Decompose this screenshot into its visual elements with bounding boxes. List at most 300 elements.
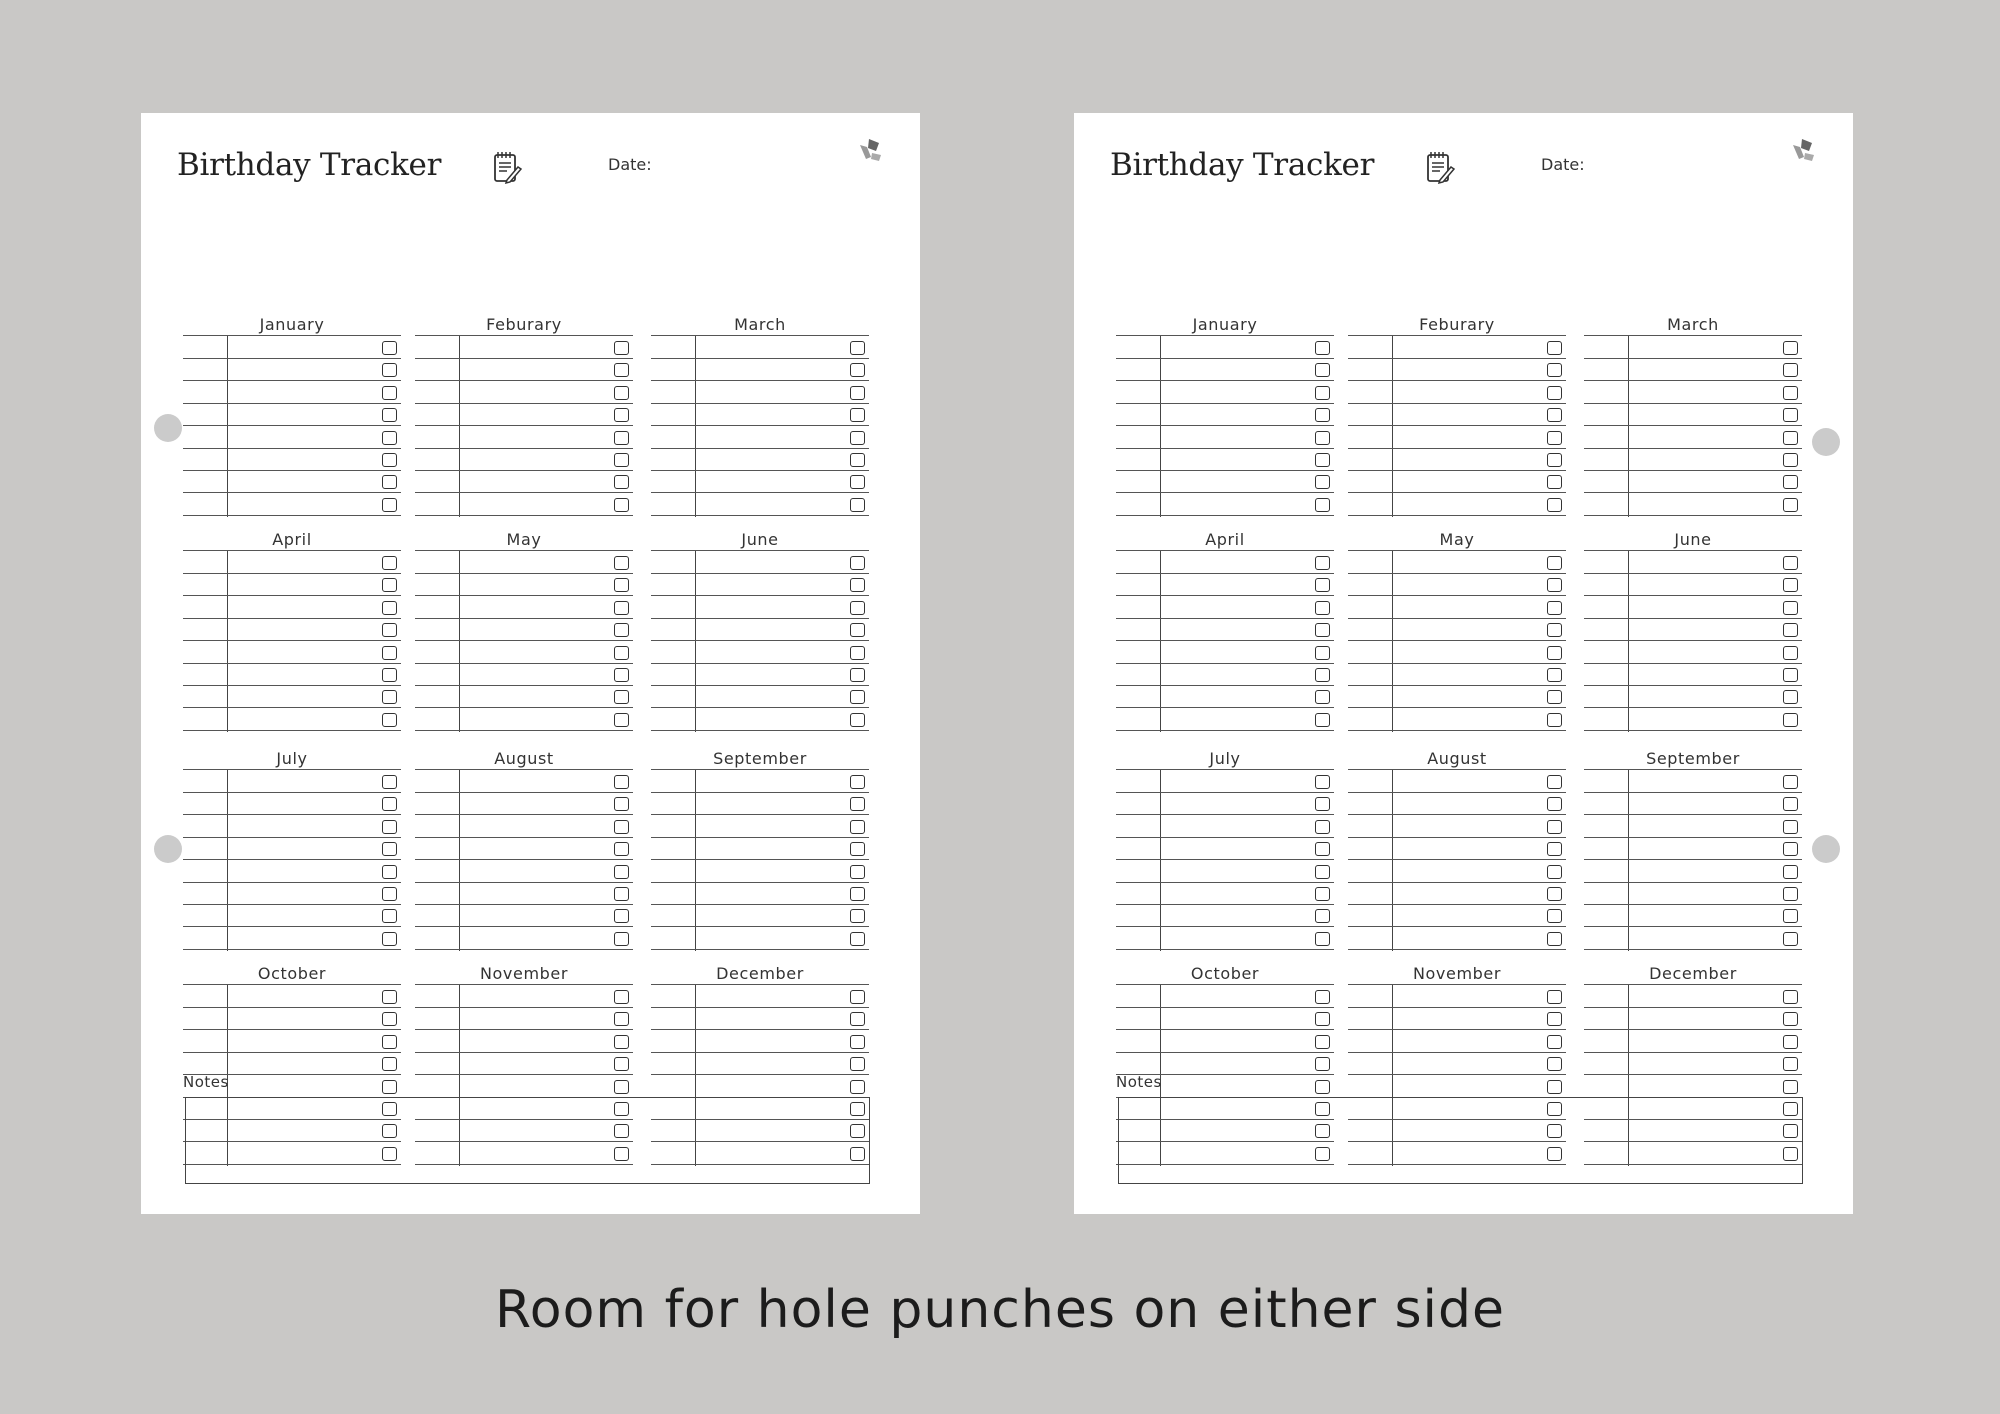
birthday-checkbox[interactable] [1315,713,1330,727]
birthday-row[interactable] [415,708,633,731]
birthday-checkbox[interactable] [850,842,865,856]
birthday-row[interactable] [183,837,401,860]
birthday-row[interactable] [651,860,869,883]
birthday-row[interactable] [415,815,633,838]
birthday-checkbox[interactable] [1783,690,1798,704]
birthday-row[interactable] [1584,815,1802,838]
birthday-checkbox[interactable] [1783,1057,1798,1071]
birthday-row[interactable] [415,1052,633,1075]
birthday-checkbox[interactable] [1315,820,1330,834]
birthday-row[interactable] [1116,618,1334,641]
birthday-row[interactable] [1348,1075,1566,1098]
birthday-row[interactable] [1116,927,1334,950]
birthday-checkbox[interactable] [1783,775,1798,789]
birthday-row[interactable] [415,573,633,596]
birthday-row[interactable] [1116,551,1334,574]
birthday-row[interactable] [183,426,401,449]
birthday-row[interactable] [415,551,633,574]
birthday-checkbox[interactable] [614,932,629,946]
birthday-checkbox[interactable] [1783,453,1798,467]
birthday-checkbox[interactable] [382,475,397,489]
birthday-row[interactable] [415,448,633,471]
birthday-checkbox[interactable] [1547,475,1562,489]
birthday-row[interactable] [1348,837,1566,860]
birthday-checkbox[interactable] [850,386,865,400]
birthday-checkbox[interactable] [382,668,397,682]
birthday-row[interactable] [1348,596,1566,619]
birthday-checkbox[interactable] [850,1012,865,1026]
birthday-row[interactable] [1348,573,1566,596]
birthday-checkbox[interactable] [1547,775,1562,789]
birthday-row[interactable] [415,1030,633,1053]
birthday-checkbox[interactable] [1547,797,1562,811]
birthday-checkbox[interactable] [614,668,629,682]
birthday-checkbox[interactable] [1547,453,1562,467]
birthday-checkbox[interactable] [1783,498,1798,512]
birthday-row[interactable] [1584,770,1802,793]
birthday-checkbox[interactable] [614,341,629,355]
birthday-checkbox[interactable] [382,498,397,512]
birthday-row[interactable] [1348,358,1566,381]
birthday-checkbox[interactable] [1783,932,1798,946]
birthday-row[interactable] [651,381,869,404]
birthday-row[interactable] [651,882,869,905]
birthday-row[interactable] [183,618,401,641]
birthday-row[interactable] [1584,470,1802,493]
birthday-checkbox[interactable] [850,601,865,615]
birthday-checkbox[interactable] [1547,887,1562,901]
birthday-checkbox[interactable] [382,578,397,592]
birthday-checkbox[interactable] [1547,820,1562,834]
birthday-checkbox[interactable] [1315,408,1330,422]
birthday-checkbox[interactable] [614,713,629,727]
birthday-checkbox[interactable] [1315,1035,1330,1049]
birthday-checkbox[interactable] [1315,775,1330,789]
birthday-row[interactable] [1584,1030,1802,1053]
birthday-row[interactable] [1348,551,1566,574]
birthday-row[interactable] [1116,470,1334,493]
birthday-checkbox[interactable] [382,431,397,445]
birthday-row[interactable] [415,336,633,359]
birthday-checkbox[interactable] [1315,1012,1330,1026]
birthday-row[interactable] [1116,596,1334,619]
birthday-row[interactable] [183,685,401,708]
birthday-checkbox[interactable] [1315,578,1330,592]
birthday-row[interactable] [1348,815,1566,838]
birthday-row[interactable] [1584,1007,1802,1030]
birthday-row[interactable] [183,770,401,793]
birthday-checkbox[interactable] [382,932,397,946]
birthday-checkbox[interactable] [1315,932,1330,946]
birthday-checkbox[interactable] [614,578,629,592]
birthday-checkbox[interactable] [382,341,397,355]
birthday-row[interactable] [1584,663,1802,686]
birthday-row[interactable] [1348,403,1566,426]
birthday-checkbox[interactable] [614,386,629,400]
birthday-checkbox[interactable] [1547,990,1562,1004]
birthday-row[interactable] [183,641,401,664]
birthday-row[interactable] [1348,1052,1566,1075]
birthday-checkbox[interactable] [614,865,629,879]
birthday-row[interactable] [651,596,869,619]
birthday-checkbox[interactable] [1547,431,1562,445]
birthday-row[interactable] [1348,336,1566,359]
notes-box[interactable] [185,1097,870,1184]
birthday-checkbox[interactable] [1315,453,1330,467]
birthday-row[interactable] [183,792,401,815]
birthday-row[interactable] [1348,927,1566,950]
birthday-checkbox[interactable] [614,1080,629,1094]
birthday-row[interactable] [183,882,401,905]
birthday-row[interactable] [183,815,401,838]
birthday-row[interactable] [183,448,401,471]
birthday-row[interactable] [183,336,401,359]
birthday-checkbox[interactable] [614,453,629,467]
birthday-checkbox[interactable] [1547,556,1562,570]
birthday-row[interactable] [1348,426,1566,449]
birthday-row[interactable] [1584,1052,1802,1075]
birthday-checkbox[interactable] [382,556,397,570]
birthday-checkbox[interactable] [614,1012,629,1026]
birthday-checkbox[interactable] [850,690,865,704]
birthday-row[interactable] [651,904,869,927]
birthday-checkbox[interactable] [1315,909,1330,923]
birthday-checkbox[interactable] [1547,1057,1562,1071]
birthday-row[interactable] [1584,837,1802,860]
birthday-checkbox[interactable] [1315,363,1330,377]
birthday-row[interactable] [1584,403,1802,426]
birthday-row[interactable] [1348,493,1566,516]
birthday-row[interactable] [1584,493,1802,516]
birthday-row[interactable] [415,596,633,619]
birthday-checkbox[interactable] [850,909,865,923]
birthday-row[interactable] [1116,1030,1334,1053]
birthday-checkbox[interactable] [1547,932,1562,946]
birthday-row[interactable] [1584,336,1802,359]
birthday-checkbox[interactable] [1547,623,1562,637]
birthday-checkbox[interactable] [382,408,397,422]
birthday-checkbox[interactable] [1783,431,1798,445]
birthday-checkbox[interactable] [1315,498,1330,512]
birthday-row[interactable] [1584,685,1802,708]
birthday-checkbox[interactable] [1783,1035,1798,1049]
birthday-row[interactable] [1116,663,1334,686]
birthday-row[interactable] [651,837,869,860]
birthday-checkbox[interactable] [382,453,397,467]
birthday-row[interactable] [1348,1030,1566,1053]
birthday-row[interactable] [1584,551,1802,574]
birthday-checkbox[interactable] [382,990,397,1004]
birthday-row[interactable] [1116,770,1334,793]
birthday-row[interactable] [1348,381,1566,404]
birthday-row[interactable] [1584,448,1802,471]
birthday-checkbox[interactable] [1783,646,1798,660]
birthday-row[interactable] [1348,641,1566,664]
birthday-checkbox[interactable] [850,578,865,592]
birthday-row[interactable] [651,792,869,815]
notes-box[interactable] [1118,1097,1803,1184]
birthday-row[interactable] [1584,708,1802,731]
birthday-checkbox[interactable] [1783,1012,1798,1026]
birthday-checkbox[interactable] [850,475,865,489]
birthday-row[interactable] [1116,815,1334,838]
birthday-checkbox[interactable] [850,1080,865,1094]
birthday-row[interactable] [1116,860,1334,883]
birthday-checkbox[interactable] [382,1057,397,1071]
birthday-checkbox[interactable] [1783,623,1798,637]
birthday-checkbox[interactable] [1315,842,1330,856]
birthday-row[interactable] [1116,493,1334,516]
birthday-row[interactable] [183,1030,401,1053]
birthday-row[interactable] [183,551,401,574]
birthday-row[interactable] [1348,985,1566,1008]
birthday-checkbox[interactable] [850,775,865,789]
birthday-checkbox[interactable] [1783,887,1798,901]
birthday-row[interactable] [183,596,401,619]
birthday-checkbox[interactable] [850,556,865,570]
birthday-row[interactable] [183,904,401,927]
birthday-checkbox[interactable] [382,865,397,879]
birthday-checkbox[interactable] [1547,1035,1562,1049]
birthday-checkbox[interactable] [1783,990,1798,1004]
birthday-checkbox[interactable] [850,363,865,377]
birthday-row[interactable] [1116,985,1334,1008]
birthday-row[interactable] [415,927,633,950]
birthday-row[interactable] [1584,641,1802,664]
birthday-row[interactable] [1348,860,1566,883]
birthday-row[interactable] [1584,792,1802,815]
birthday-row[interactable] [415,882,633,905]
birthday-checkbox[interactable] [614,556,629,570]
birthday-row[interactable] [651,403,869,426]
birthday-checkbox[interactable] [1783,341,1798,355]
birthday-checkbox[interactable] [1783,820,1798,834]
birthday-row[interactable] [651,358,869,381]
birthday-checkbox[interactable] [1547,578,1562,592]
birthday-checkbox[interactable] [382,386,397,400]
birthday-row[interactable] [651,573,869,596]
birthday-checkbox[interactable] [614,646,629,660]
birthday-checkbox[interactable] [614,690,629,704]
birthday-row[interactable] [1584,426,1802,449]
birthday-row[interactable] [183,1052,401,1075]
birthday-row[interactable] [415,770,633,793]
birthday-checkbox[interactable] [614,363,629,377]
birthday-row[interactable] [183,470,401,493]
birthday-checkbox[interactable] [614,475,629,489]
birthday-checkbox[interactable] [382,1035,397,1049]
birthday-row[interactable] [1348,618,1566,641]
birthday-row[interactable] [1348,448,1566,471]
birthday-row[interactable] [1348,770,1566,793]
birthday-row[interactable] [415,904,633,927]
birthday-row[interactable] [1584,573,1802,596]
birthday-checkbox[interactable] [1547,713,1562,727]
birthday-checkbox[interactable] [1547,865,1562,879]
birthday-checkbox[interactable] [1547,363,1562,377]
birthday-row[interactable] [183,985,401,1008]
birthday-row[interactable] [415,1007,633,1030]
birthday-checkbox[interactable] [382,1080,397,1094]
birthday-checkbox[interactable] [614,1057,629,1071]
birthday-row[interactable] [651,1007,869,1030]
birthday-checkbox[interactable] [614,990,629,1004]
birthday-row[interactable] [415,426,633,449]
birthday-checkbox[interactable] [382,1012,397,1026]
birthday-row[interactable] [183,663,401,686]
birthday-checkbox[interactable] [850,1057,865,1071]
birthday-checkbox[interactable] [850,668,865,682]
birthday-checkbox[interactable] [1783,475,1798,489]
birthday-row[interactable] [651,927,869,950]
birthday-checkbox[interactable] [850,408,865,422]
birthday-row[interactable] [415,663,633,686]
birthday-row[interactable] [1584,985,1802,1008]
birthday-row[interactable] [1116,708,1334,731]
birthday-row[interactable] [1116,685,1334,708]
birthday-checkbox[interactable] [1547,386,1562,400]
birthday-row[interactable] [1584,904,1802,927]
birthday-row[interactable] [651,985,869,1008]
birthday-row[interactable] [651,685,869,708]
birthday-checkbox[interactable] [1547,646,1562,660]
birthday-row[interactable] [183,860,401,883]
birthday-row[interactable] [415,381,633,404]
birthday-checkbox[interactable] [1783,601,1798,615]
birthday-row[interactable] [1116,358,1334,381]
birthday-row[interactable] [1116,1052,1334,1075]
birthday-checkbox[interactable] [1315,475,1330,489]
birthday-row[interactable] [1348,708,1566,731]
birthday-checkbox[interactable] [1315,601,1330,615]
birthday-row[interactable] [415,403,633,426]
birthday-row[interactable] [415,493,633,516]
birthday-row[interactable] [651,1030,869,1053]
birthday-row[interactable] [415,860,633,883]
birthday-row[interactable] [1116,336,1334,359]
birthday-checkbox[interactable] [1783,842,1798,856]
birthday-checkbox[interactable] [1547,1080,1562,1094]
birthday-checkbox[interactable] [850,623,865,637]
birthday-checkbox[interactable] [614,842,629,856]
birthday-checkbox[interactable] [614,623,629,637]
birthday-checkbox[interactable] [382,909,397,923]
birthday-checkbox[interactable] [850,887,865,901]
birthday-checkbox[interactable] [850,797,865,811]
birthday-row[interactable] [651,663,869,686]
birthday-row[interactable] [1116,403,1334,426]
birthday-row[interactable] [183,381,401,404]
birthday-checkbox[interactable] [1315,865,1330,879]
birthday-checkbox[interactable] [1315,386,1330,400]
birthday-checkbox[interactable] [850,932,865,946]
birthday-row[interactable] [651,551,869,574]
birthday-checkbox[interactable] [382,820,397,834]
birthday-checkbox[interactable] [1315,431,1330,445]
birthday-checkbox[interactable] [850,431,865,445]
birthday-checkbox[interactable] [850,1035,865,1049]
birthday-row[interactable] [415,641,633,664]
birthday-row[interactable] [1348,1007,1566,1030]
birthday-checkbox[interactable] [1783,713,1798,727]
birthday-row[interactable] [1116,837,1334,860]
birthday-row[interactable] [183,358,401,381]
birthday-checkbox[interactable] [614,601,629,615]
birthday-checkbox[interactable] [1547,601,1562,615]
birthday-row[interactable] [415,470,633,493]
birthday-checkbox[interactable] [614,775,629,789]
birthday-row[interactable] [1348,470,1566,493]
birthday-row[interactable] [1584,1075,1802,1098]
birthday-checkbox[interactable] [382,601,397,615]
birthday-row[interactable] [1348,904,1566,927]
birthday-row[interactable] [415,685,633,708]
birthday-checkbox[interactable] [382,646,397,660]
birthday-row[interactable] [651,618,869,641]
birthday-checkbox[interactable] [614,498,629,512]
birthday-row[interactable] [1584,596,1802,619]
birthday-checkbox[interactable] [850,453,865,467]
birthday-checkbox[interactable] [614,909,629,923]
birthday-row[interactable] [1116,792,1334,815]
birthday-row[interactable] [651,336,869,359]
birthday-checkbox[interactable] [1315,623,1330,637]
birthday-checkbox[interactable] [850,820,865,834]
birthday-row[interactable] [1116,904,1334,927]
birthday-checkbox[interactable] [1547,842,1562,856]
birthday-row[interactable] [1584,882,1802,905]
birthday-checkbox[interactable] [1547,668,1562,682]
birthday-checkbox[interactable] [1783,408,1798,422]
birthday-checkbox[interactable] [850,646,865,660]
birthday-row[interactable] [183,708,401,731]
birthday-row[interactable] [1348,882,1566,905]
birthday-checkbox[interactable] [382,690,397,704]
birthday-checkbox[interactable] [1315,668,1330,682]
birthday-row[interactable] [1584,381,1802,404]
birthday-row[interactable] [415,837,633,860]
birthday-checkbox[interactable] [614,797,629,811]
birthday-row[interactable] [651,470,869,493]
birthday-checkbox[interactable] [1783,363,1798,377]
birthday-row[interactable] [1116,1007,1334,1030]
birthday-row[interactable] [1584,618,1802,641]
birthday-checkbox[interactable] [1783,909,1798,923]
birthday-checkbox[interactable] [850,865,865,879]
birthday-checkbox[interactable] [1315,887,1330,901]
birthday-row[interactable] [1584,358,1802,381]
birthday-row[interactable] [415,1075,633,1098]
birthday-row[interactable] [1116,448,1334,471]
birthday-row[interactable] [415,792,633,815]
birthday-checkbox[interactable] [382,623,397,637]
birthday-checkbox[interactable] [382,887,397,901]
birthday-checkbox[interactable] [1315,690,1330,704]
birthday-checkbox[interactable] [614,1035,629,1049]
birthday-row[interactable] [651,815,869,838]
birthday-row[interactable] [1116,381,1334,404]
birthday-checkbox[interactable] [382,363,397,377]
birthday-checkbox[interactable] [1547,909,1562,923]
birthday-row[interactable] [651,1075,869,1098]
birthday-row[interactable] [651,493,869,516]
birthday-row[interactable] [651,641,869,664]
birthday-checkbox[interactable] [1315,797,1330,811]
birthday-checkbox[interactable] [1315,556,1330,570]
birthday-checkbox[interactable] [1783,1080,1798,1094]
birthday-row[interactable] [651,448,869,471]
birthday-row[interactable] [415,985,633,1008]
